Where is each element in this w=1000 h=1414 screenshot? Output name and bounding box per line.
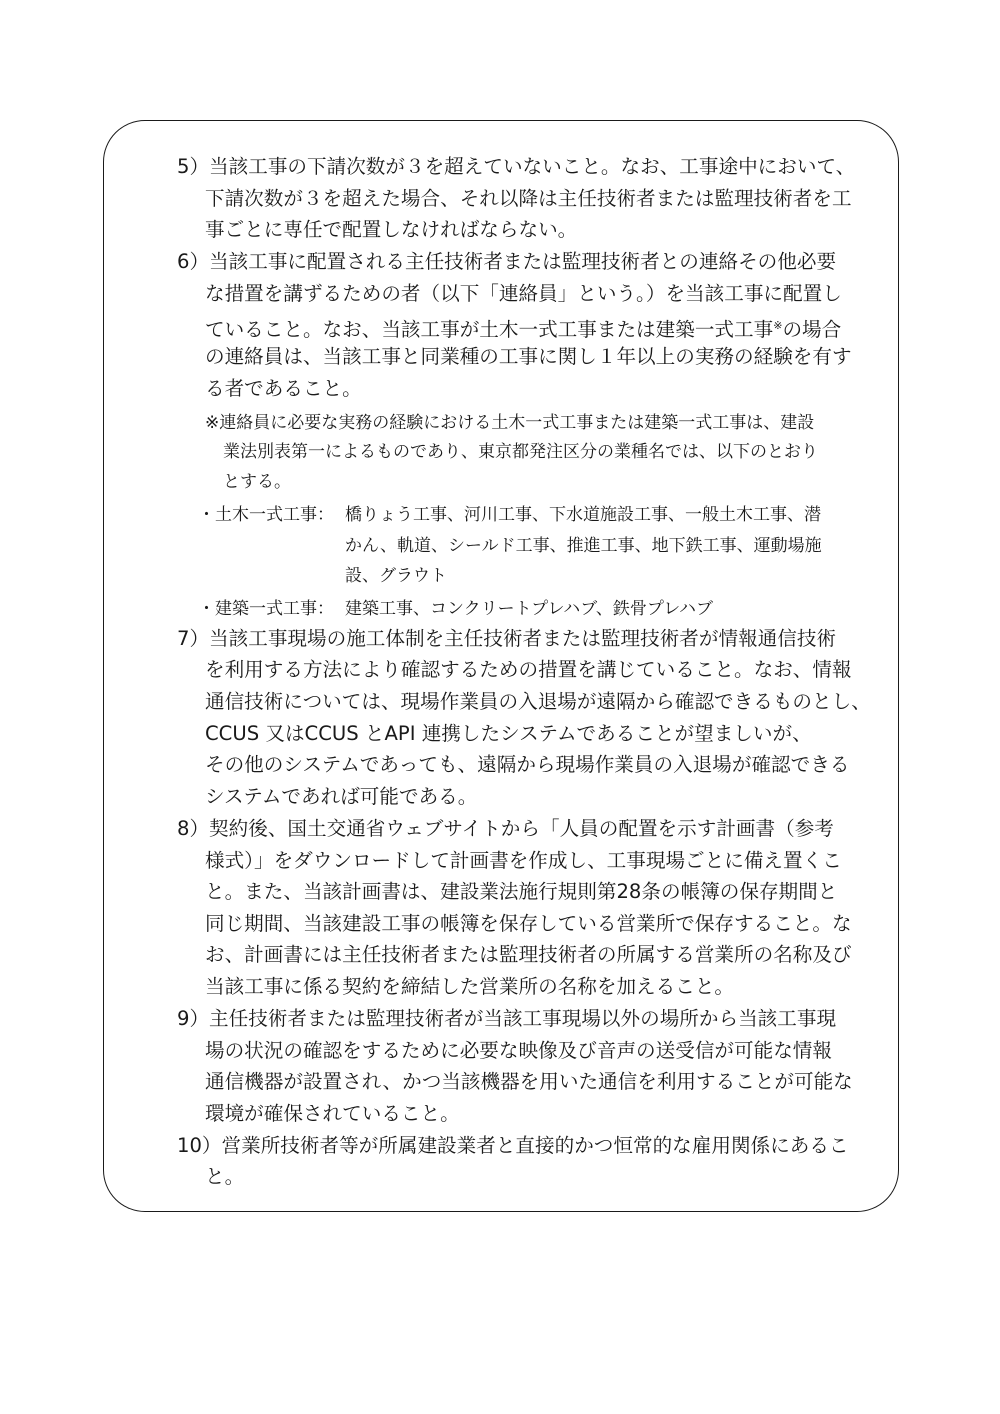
footnote-line-1: ※連絡員に必要な実務の経験における土木一式工事または建築一式工事は、建設	[205, 413, 815, 433]
item-5-line-3: 事ごとに専任で配置しなければならない。	[205, 218, 578, 241]
item-7-line-1: 7）当該工事現場の施工体制を主任技術者または監理技術者が情報通信技術	[177, 627, 837, 650]
item-5-line-2: 下請次数が３を超えた場合、それ以降は主任技術者または監理技術者を工	[205, 187, 852, 210]
item-8-line-4: 同じ期間、当該建設工事の帳簿を保存している営業所で保存すること。な	[205, 912, 852, 935]
civil-works-line-2: かん、軌道、シールド工事、推進工事、地下鉄工事、運動場施	[345, 536, 822, 556]
item-6-line-1: 6）当該工事に配置される主任技術者または監理技術者との連絡その他必要	[177, 250, 837, 273]
item-5-line-1: 5）当該工事の下請次数が３を超えていないこと。なお、工事途中において、	[177, 155, 856, 178]
item-8-line-3: と。また、当該計画書は、建設業法施行規則第28条の帳簿の保存期間と	[205, 880, 838, 903]
item-10-line-1: 10）営業所技術者等が所属建設業者と直接的かつ恒常的な雇用関係にあるこ	[177, 1134, 849, 1157]
item-6-line-4: の連絡員は、当該工事と同業種の工事に関し１年以上の実務の経験を有す	[205, 345, 852, 368]
item-6-line-3	[205, 313, 841, 343]
item-7-line-5: その他のシステムであっても、遠隔から現場作業員の入退場が確認できる	[205, 753, 850, 776]
item-7-line-2: を利用する方法により確認するための措置を講じていること。なお、情報	[205, 658, 852, 681]
civil-works-line-3: 設、グラウト	[345, 566, 447, 586]
item-8-line-1: 8）契約後、国土交通省ウェブサイトから「人員の配置を示す計画書（参考	[177, 817, 834, 840]
item-7-line-4: CCUS 又はCCUS とAPI 連携したシステムであることが望ましいが、	[205, 722, 812, 745]
item-9-line-3: 通信機器が設置され、かつ当該機器を用いた通信を利用することが可能な	[205, 1070, 853, 1093]
footnote-mark: ※	[773, 319, 783, 332]
item-9-line-4: 環境が確保されていること。	[205, 1102, 460, 1125]
item-9-line-2: 場の状況の確認をするために必要な映像及び音声の送受信が可能な情報	[205, 1039, 832, 1062]
item-6-line-2: な措置を講ずるための者（以下「連絡員」という。）を当該工事に配置し	[205, 282, 842, 305]
footnote-line-3: とする。	[223, 472, 291, 492]
item-6-line-5: る者であること。	[205, 377, 362, 400]
item-6-line-3-tail: の場合	[782, 318, 842, 341]
civil-works-label: ・土木一式工事：	[198, 505, 334, 525]
architecture-works-label: ・建築一式工事：	[198, 599, 334, 619]
item-8-line-6: 当該工事に係る契約を締結した営業所の名称を加えること。	[205, 975, 735, 998]
item-8-line-5: お、計画書には主任技術者または監理技術者の所属する営業所の名称及び	[205, 943, 852, 966]
item-7-line-6: システムであれば可能である。	[205, 785, 478, 808]
architecture-works-line-1: 建築工事、コンクリートプレハブ、鉄骨プレハブ	[345, 599, 714, 619]
footnote-line-2: 業法別表第一によるものであり、東京都発注区分の業種名では、以下のとおり	[223, 442, 818, 462]
item-6-line-3-text: ていること。なお、当該工事が土木一式工事または建築一式工事	[205, 318, 774, 341]
item-8-line-2: 様式）」をダウンロードして計画書を作成し、工事現場ごとに備え置くこ	[205, 849, 842, 872]
item-10-line-2: と。	[205, 1165, 245, 1188]
civil-works-line-1: 橋りょう工事、河川工事、下水道施設工事、一般土木工事、潜	[345, 505, 821, 525]
item-9-line-1: 9）主任技術者または監理技術者が当該工事現場以外の場所から当該工事現	[177, 1007, 837, 1030]
item-7-line-3: 通信技術については、現場作業員の入退場が遠隔から確認できるものとし、	[205, 690, 871, 713]
